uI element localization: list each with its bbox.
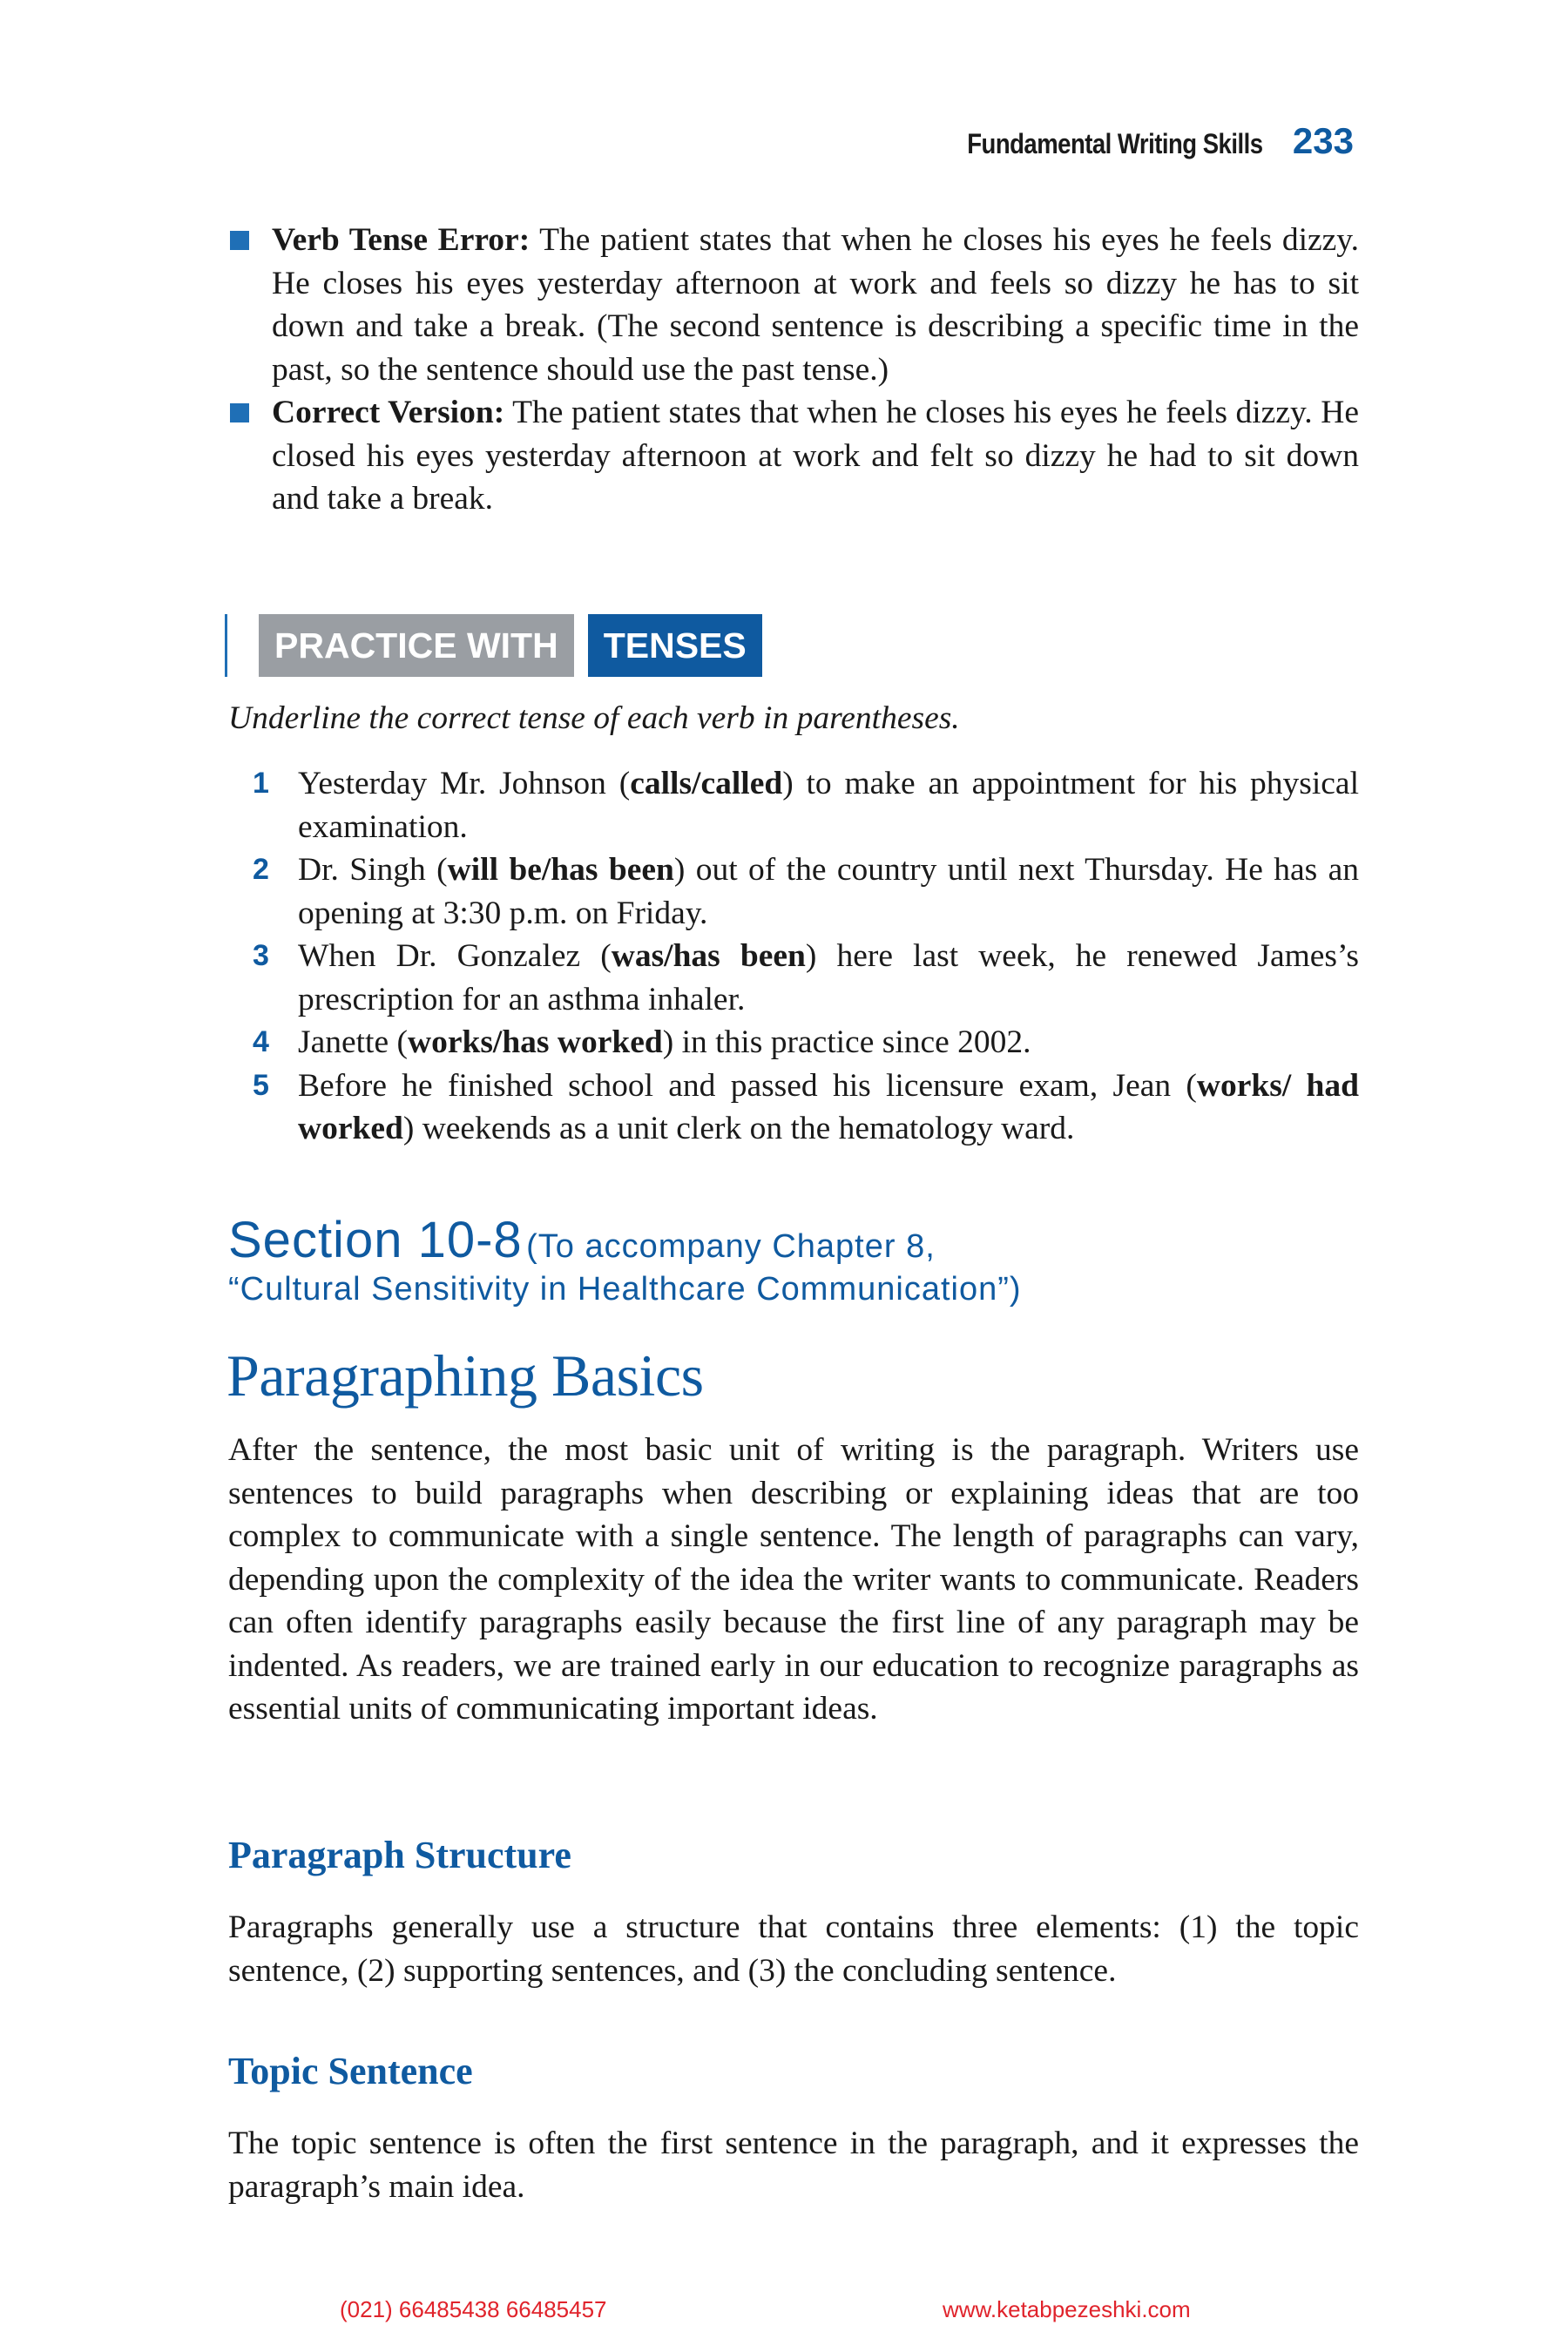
paragraph-structure-text: Paragraphs generally use a structure that contains three elements: (1) the topic sentence, (2) supporting sentences, and (3) the concluding sentence. [228,1909,1359,1989]
banner-label-topic: TENSES [588,614,762,677]
bullet-text: The patient states that when he closes his eyes he feels dizzy. He closed his eyes yesterday afternoon at work and felt so dizzy he had to sit down and take a break. [272,395,1359,517]
practice-item [228,848,1359,935]
item-number: 3 [253,939,269,972]
section-heading [228,1211,1359,1308]
footer-phone: (021) 66485438 66485457 [340,2296,607,2322]
item-number: 1 [253,767,269,800]
banner-label-practice: PRACTICE WITH [259,614,574,677]
subheading-topic-sentence: Topic Sentence [228,2050,473,2092]
item-text: ) out of the country until next Thursday. He has an opening at 3:30 p.m. on Friday. [298,852,1359,931]
bullet-text: The patient states that when he closes his eyes he feels dizzy. He closes his eyes yesterday afternoon at work and feels so dizzy he has to sit down and take a break. (The second sentence is describing a specific time in the past, so the sentence should use the past tense.) [272,222,1359,388]
page-number: 233 [1292,120,1354,161]
item-choice: was/has been [611,938,806,974]
banner-rule [225,614,227,677]
item-text: Yesterday Mr. Johnson ( [298,766,631,801]
practice-instruction: Underline the correct tense of each verb in parentheses. [228,700,960,736]
running-header [919,120,1354,162]
item-text: ) in this practice since 2002. [662,1024,1031,1060]
subheading-paragraph-structure: Paragraph Structure [228,1834,571,1876]
item-choice: will be/has been [447,852,674,888]
chapter-title: Paragraphing Basics [226,1342,704,1409]
item-text: Janette ( [298,1024,408,1060]
bullet-lead: Verb Tense Error: [272,222,531,258]
section-note-continued: “Cultural Sensitivity in Healthcare Communication”) [228,1271,1022,1308]
practice-item [228,935,1359,1021]
item-text: Before he finished school and passed his licensure exam, Jean ( [298,1067,1197,1104]
item-text: Dr. Singh ( [298,852,448,888]
practice-banner [225,614,762,677]
item-text: ) to make an appointment for his physical examination. [298,766,1359,845]
item-text: ) weekends as a unit clerk on the hematology ward. [402,1111,1075,1146]
item-number: 2 [253,853,269,886]
practice-item [228,1021,1359,1064]
practice-item [228,1064,1359,1151]
item-number: 4 [253,1025,269,1058]
practice-item [228,762,1359,848]
bullet-correct-version [228,391,1359,521]
section-number: Section 10-8 [228,1212,523,1268]
section-note: (To accompany Chapter 8, [526,1228,936,1265]
footer-website: www.ketabpezeshki.com [943,2296,1191,2322]
error-example-list [228,219,1359,521]
running-title: Fundamental Writing Skills [967,128,1263,159]
topic-sentence-text: The topic sentence is often the first sentence in the paragraph, and it expresses the paragraph’s main idea. [228,2126,1359,2205]
bullet-lead: Correct Version: [272,395,505,430]
item-choice: calls/called [630,766,783,801]
intro-paragraph: After the sentence, the most basic unit of writing is the paragraph. Writers use sentences to build paragraphs when describing or explaining ideas that are too complex to communicate with a single sentence. The length of paragraphs can vary, depending upon the complexity of the idea the writer wants to communicate. Readers can often identify paragraphs easily because the first line of any paragraph may be indented. As readers, we are trained early in our education to recognize paragraphs as essential units of communicating important ideas. [228,1432,1359,1727]
square-bullet-icon [230,403,249,422]
bullet-verb-tense-error [228,219,1359,391]
square-bullet-icon [230,231,249,250]
item-choice: works/has worked [407,1024,663,1060]
item-text: When Dr. Gonzalez ( [298,938,612,974]
item-text: ) here last week, he renewed James’s prescription for an asthma inhaler. [298,938,1360,1017]
item-choice: works/ had worked [298,1067,1359,1146]
practice-list [228,762,1359,1151]
item-number: 5 [253,1068,269,1102]
